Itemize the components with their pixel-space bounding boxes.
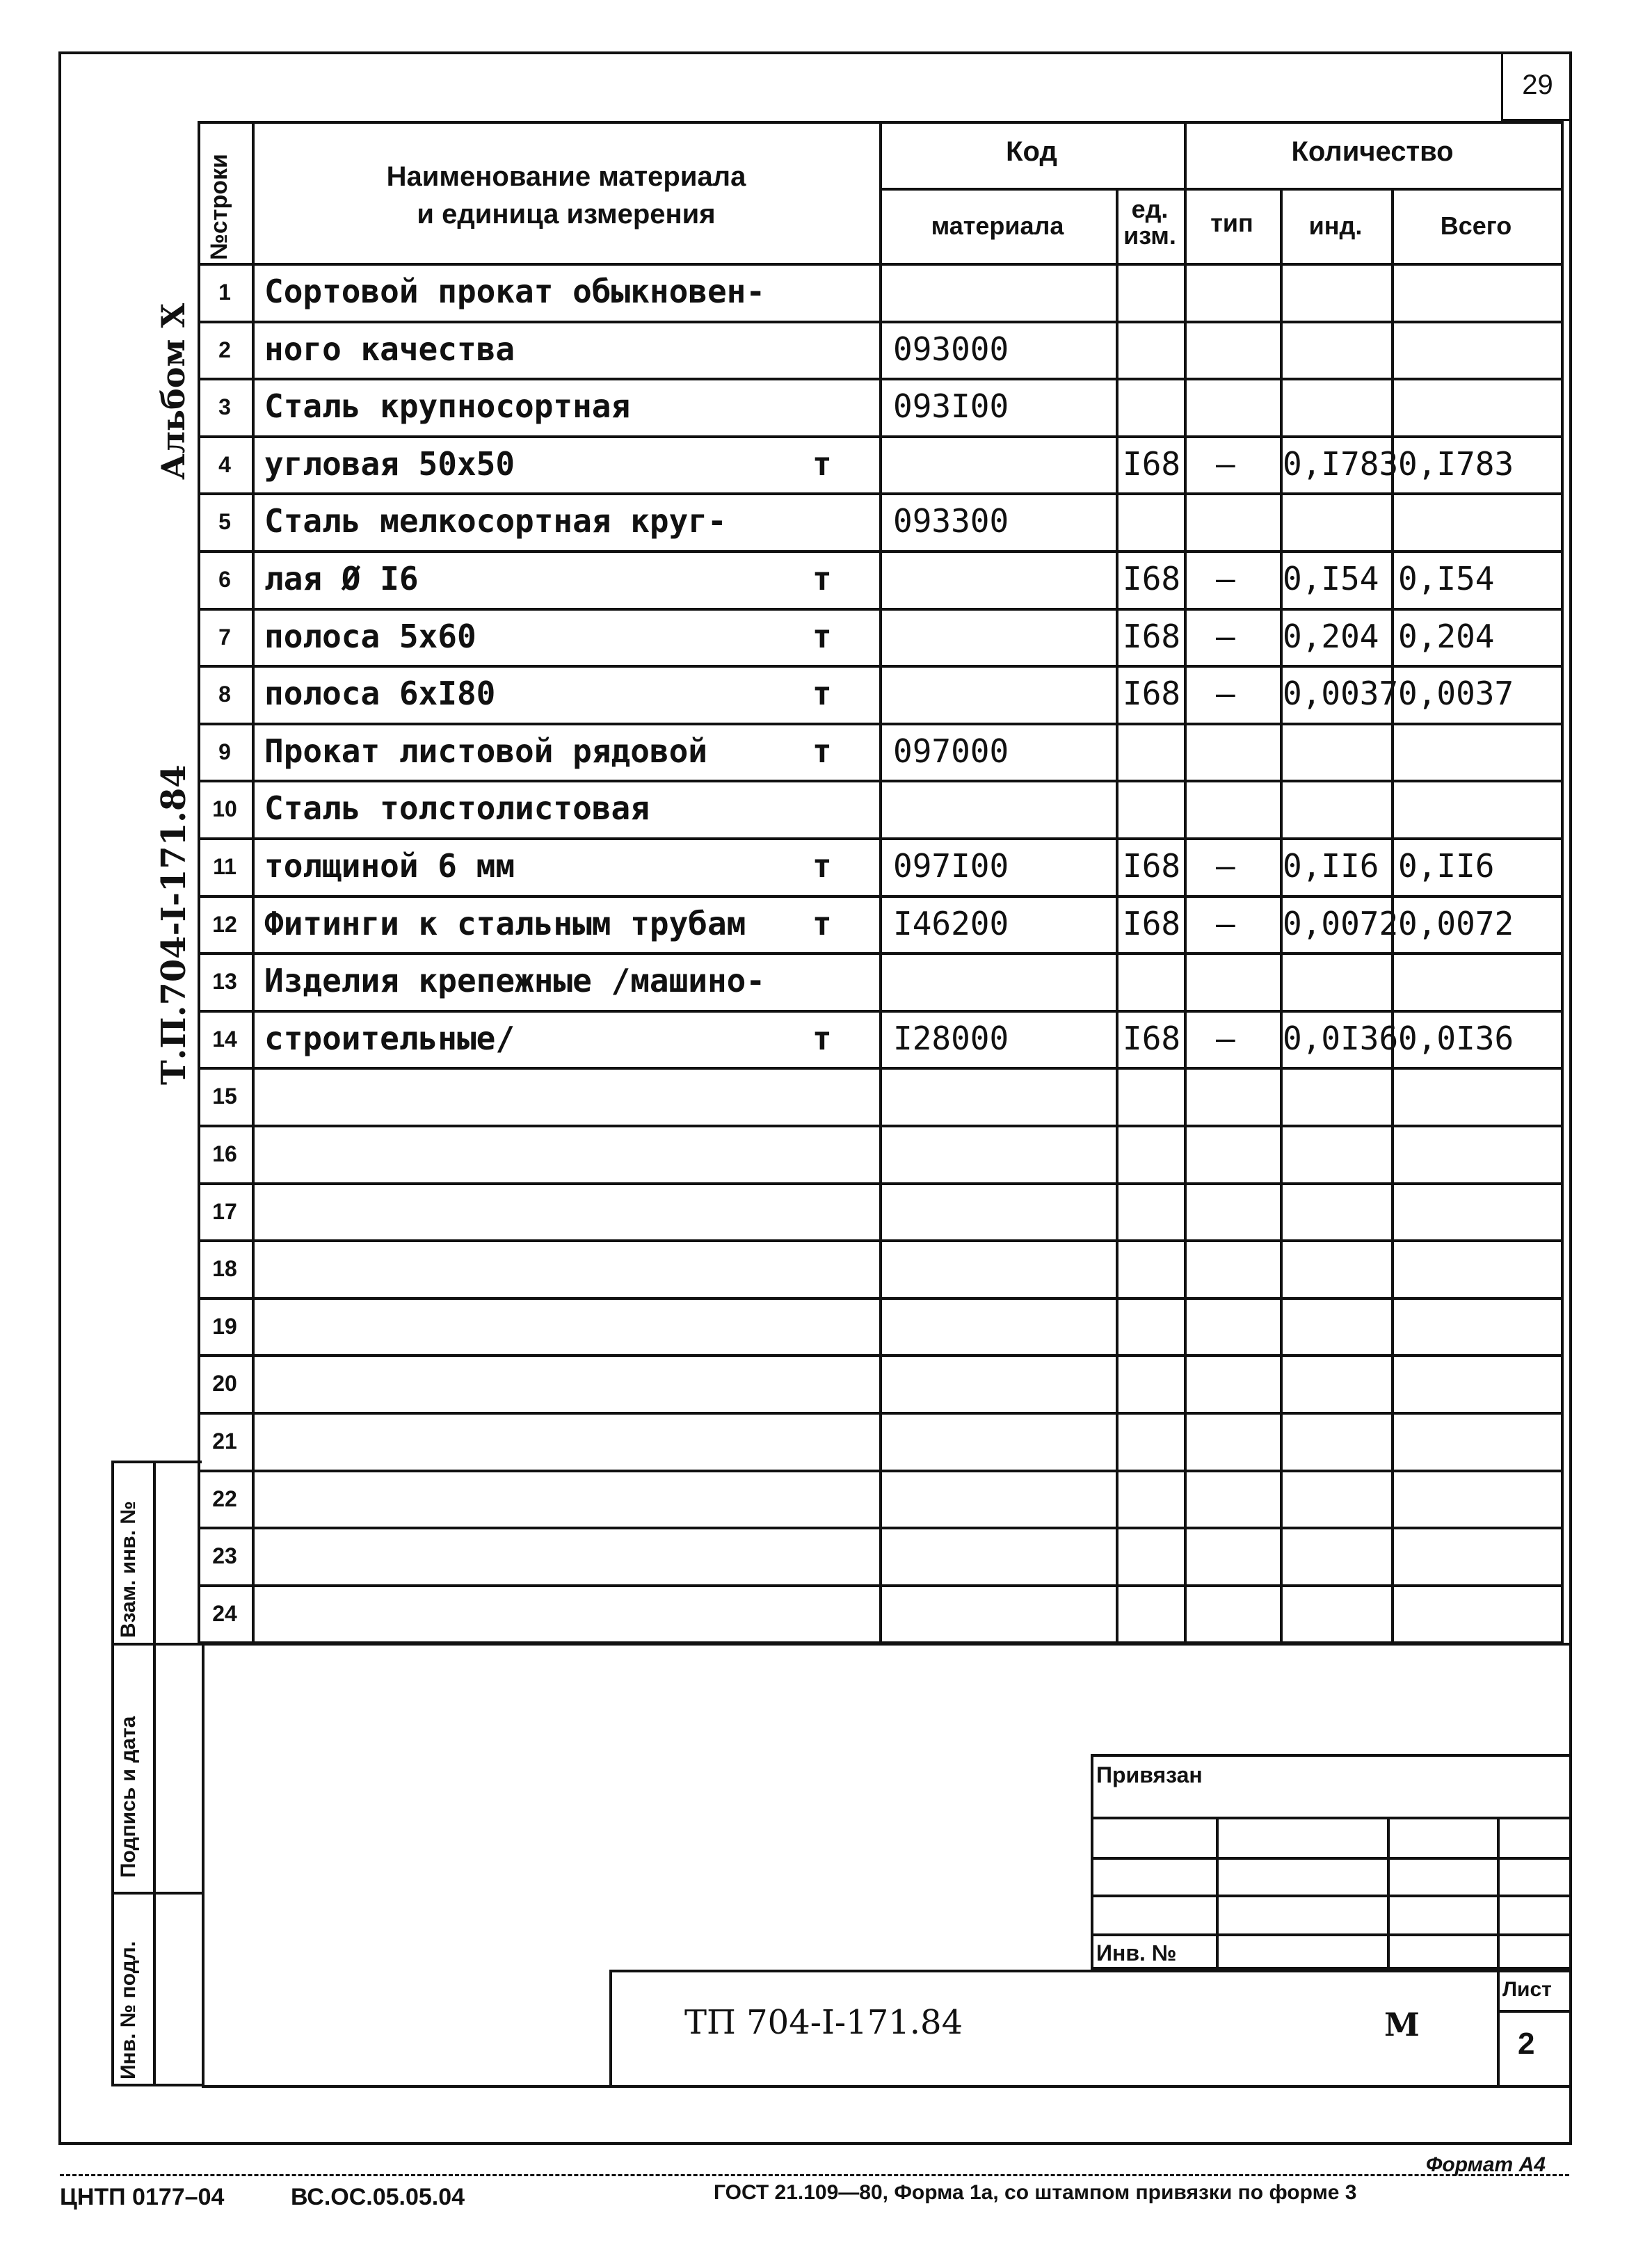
- material-code: 097000: [893, 732, 1009, 770]
- unit-code: I68: [1123, 675, 1181, 713]
- binding-inv-no: Инв. №: [1096, 1940, 1177, 1965]
- row-number: 24: [212, 1600, 237, 1626]
- material-code: 097I00: [893, 847, 1009, 885]
- unit-code: I68: [1123, 904, 1181, 942]
- table-row: [198, 1182, 1561, 1240]
- qty-ind: 0,204: [1283, 617, 1379, 655]
- table-row: [198, 1067, 1561, 1125]
- unit-code: I68: [1123, 847, 1181, 885]
- table-row: [198, 608, 1561, 666]
- header-total: Всего: [1440, 211, 1512, 240]
- row-number: 15: [212, 1084, 237, 1109]
- row-number: 9: [218, 739, 231, 764]
- side-document-code: Т.П.704-I-171.84: [154, 764, 193, 1085]
- row-number: 6: [218, 567, 231, 592]
- header-name-line1: Наименование материала: [386, 161, 746, 192]
- footer-format: Формат А4: [1426, 2153, 1546, 2176]
- material-name: строительные/: [264, 1019, 515, 1057]
- qty-ind: 0,II6: [1283, 847, 1379, 885]
- unit-mark: т: [812, 617, 832, 655]
- qty-type: –: [1216, 1019, 1235, 1057]
- row-number: 18: [212, 1256, 237, 1282]
- row-number: 3: [218, 394, 231, 420]
- row-number: 2: [218, 337, 231, 362]
- material-code: 093000: [893, 330, 1009, 368]
- qty-type: –: [1216, 617, 1235, 655]
- qty-ind: 0,I54: [1283, 560, 1379, 597]
- sheet-label: Лист: [1502, 1978, 1552, 2001]
- footer-left-code: ЦНТП 0177–04: [60, 2184, 225, 2210]
- row-number: 19: [212, 1313, 237, 1339]
- qty-type: –: [1216, 560, 1235, 597]
- qty-type: –: [1216, 444, 1235, 483]
- unit-mark: т: [812, 732, 832, 770]
- material-name: Изделия крепежные /машино-: [264, 962, 766, 1000]
- qty-total: 0,II6: [1398, 847, 1495, 885]
- material-name: лая Ø I6: [264, 560, 419, 597]
- header-row-number: №строки: [206, 154, 232, 260]
- stamp-inv-podl: Инв. № подл.: [117, 1940, 140, 2080]
- row-number: 7: [218, 624, 231, 650]
- row-number: 14: [212, 1026, 237, 1052]
- table-row: [198, 1010, 1561, 1068]
- unit-code: I68: [1123, 1019, 1181, 1057]
- album-label: Альбом X: [154, 303, 192, 480]
- row-number: 17: [212, 1198, 237, 1224]
- row-number: 13: [212, 969, 237, 995]
- unit-mark: т: [812, 560, 832, 597]
- unit-mark: т: [812, 444, 832, 483]
- header-ind: инд.: [1308, 211, 1363, 240]
- table-row: [198, 1354, 1561, 1412]
- row-number: 1: [218, 280, 231, 305]
- material-name: толщиной 6 мм: [264, 847, 515, 885]
- material-name: Сортовой прокат обыкновен-: [264, 273, 766, 310]
- qty-total: 0,0072: [1398, 904, 1514, 942]
- qty-total: 0,I54: [1398, 560, 1495, 597]
- sheet-number: 2: [1518, 2027, 1535, 2061]
- unit-code: I68: [1123, 560, 1181, 597]
- material-code: 093300: [893, 502, 1009, 540]
- table-row: [198, 952, 1561, 1010]
- stamp-signature-date: Подпись и дата: [117, 1716, 140, 1878]
- table-row: [198, 1125, 1561, 1182]
- material-code: I28000: [893, 1019, 1009, 1057]
- table-row: [198, 895, 1561, 953]
- material-name: Прокат листовой рядовой: [264, 732, 707, 770]
- material-code: I46200: [893, 904, 1009, 942]
- material-name: полоса 6xI80: [264, 675, 496, 713]
- table-row: [198, 263, 1561, 321]
- materials-table: [198, 121, 1572, 1643]
- material-name: полоса 5x60: [264, 617, 476, 655]
- qty-ind: 0,0037: [1283, 675, 1399, 713]
- table-row: [198, 1584, 1561, 1642]
- unit-mark: т: [812, 675, 832, 713]
- table-row: [198, 1527, 1561, 1584]
- unit-mark: т: [812, 847, 832, 885]
- row-number: 16: [212, 1141, 237, 1166]
- footer-series-code: ВС.ОС.05.05.04: [291, 2184, 465, 2210]
- qty-total: 0,I783: [1398, 444, 1514, 483]
- header-quantity: Количество: [1291, 136, 1454, 167]
- qty-type: –: [1216, 904, 1235, 942]
- table-row: [198, 723, 1561, 780]
- row-number: 20: [212, 1371, 237, 1397]
- material-code: 093I00: [893, 387, 1009, 426]
- material-name: Сталь крупносортная: [264, 387, 631, 426]
- table-row: [198, 780, 1561, 837]
- table-row: [198, 1470, 1561, 1527]
- title-designation: ТП 704-I-171.84: [684, 2003, 963, 2042]
- table-row: [198, 378, 1561, 435]
- table-row: [198, 1412, 1561, 1470]
- header-code-material: материала: [931, 211, 1064, 240]
- row-number: 10: [212, 796, 237, 822]
- stamp-vzam-inv: Взам. инв. №: [117, 1501, 140, 1638]
- header-type: тип: [1210, 209, 1253, 237]
- table-row: [198, 837, 1561, 895]
- row-number: 12: [212, 911, 237, 937]
- header-unit-line2: изм.: [1123, 221, 1176, 250]
- table-row: [198, 1297, 1561, 1355]
- unit-code: I68: [1123, 617, 1181, 655]
- qty-type: –: [1216, 847, 1235, 885]
- binding-title: Привязан: [1096, 1762, 1203, 1787]
- header-unit-line1: ед.: [1131, 195, 1169, 223]
- page-number: 29: [1501, 51, 1572, 121]
- table-row: [198, 492, 1561, 550]
- qty-ind: 0,I783: [1283, 444, 1399, 483]
- row-number: 21: [212, 1429, 237, 1454]
- table-row: [198, 1239, 1561, 1297]
- qty-total: 0,204: [1398, 617, 1495, 655]
- table-row: [198, 550, 1561, 608]
- material-name: Сталь мелкосортная круг-: [264, 502, 727, 540]
- row-number: 5: [218, 509, 231, 535]
- qty-ind: 0,0I36: [1283, 1019, 1399, 1057]
- material-name: Сталь толстолистовая: [264, 789, 650, 828]
- unit-mark: т: [812, 904, 832, 942]
- unit-mark: т: [812, 1019, 832, 1057]
- qty-type: –: [1216, 675, 1235, 713]
- material-name: угловая 50x50: [264, 444, 515, 483]
- header-code: Код: [1006, 136, 1057, 167]
- material-name: ного качества: [264, 330, 515, 368]
- qty-ind: 0,0072: [1283, 904, 1399, 942]
- qty-total: 0,0037: [1398, 675, 1514, 713]
- qty-total: 0,0I36: [1398, 1019, 1514, 1057]
- table-row: [198, 665, 1561, 723]
- table-row: [198, 435, 1561, 493]
- row-number: 22: [212, 1486, 237, 1511]
- unit-code: I68: [1123, 444, 1181, 483]
- row-number: 23: [212, 1543, 237, 1569]
- title-stage: М: [1384, 2006, 1420, 2043]
- header-name-line2: и единица измерения: [417, 199, 716, 230]
- row-number: 8: [218, 682, 231, 707]
- table-row: [198, 321, 1561, 378]
- row-number: 4: [218, 451, 231, 477]
- material-name: Фитинги к стальным трубам: [264, 904, 746, 942]
- footer-standard: ГОСТ 21.109—80, Форма 1а, со штампом привязки по форме 3: [714, 2181, 1357, 2204]
- row-number: 11: [213, 854, 236, 879]
